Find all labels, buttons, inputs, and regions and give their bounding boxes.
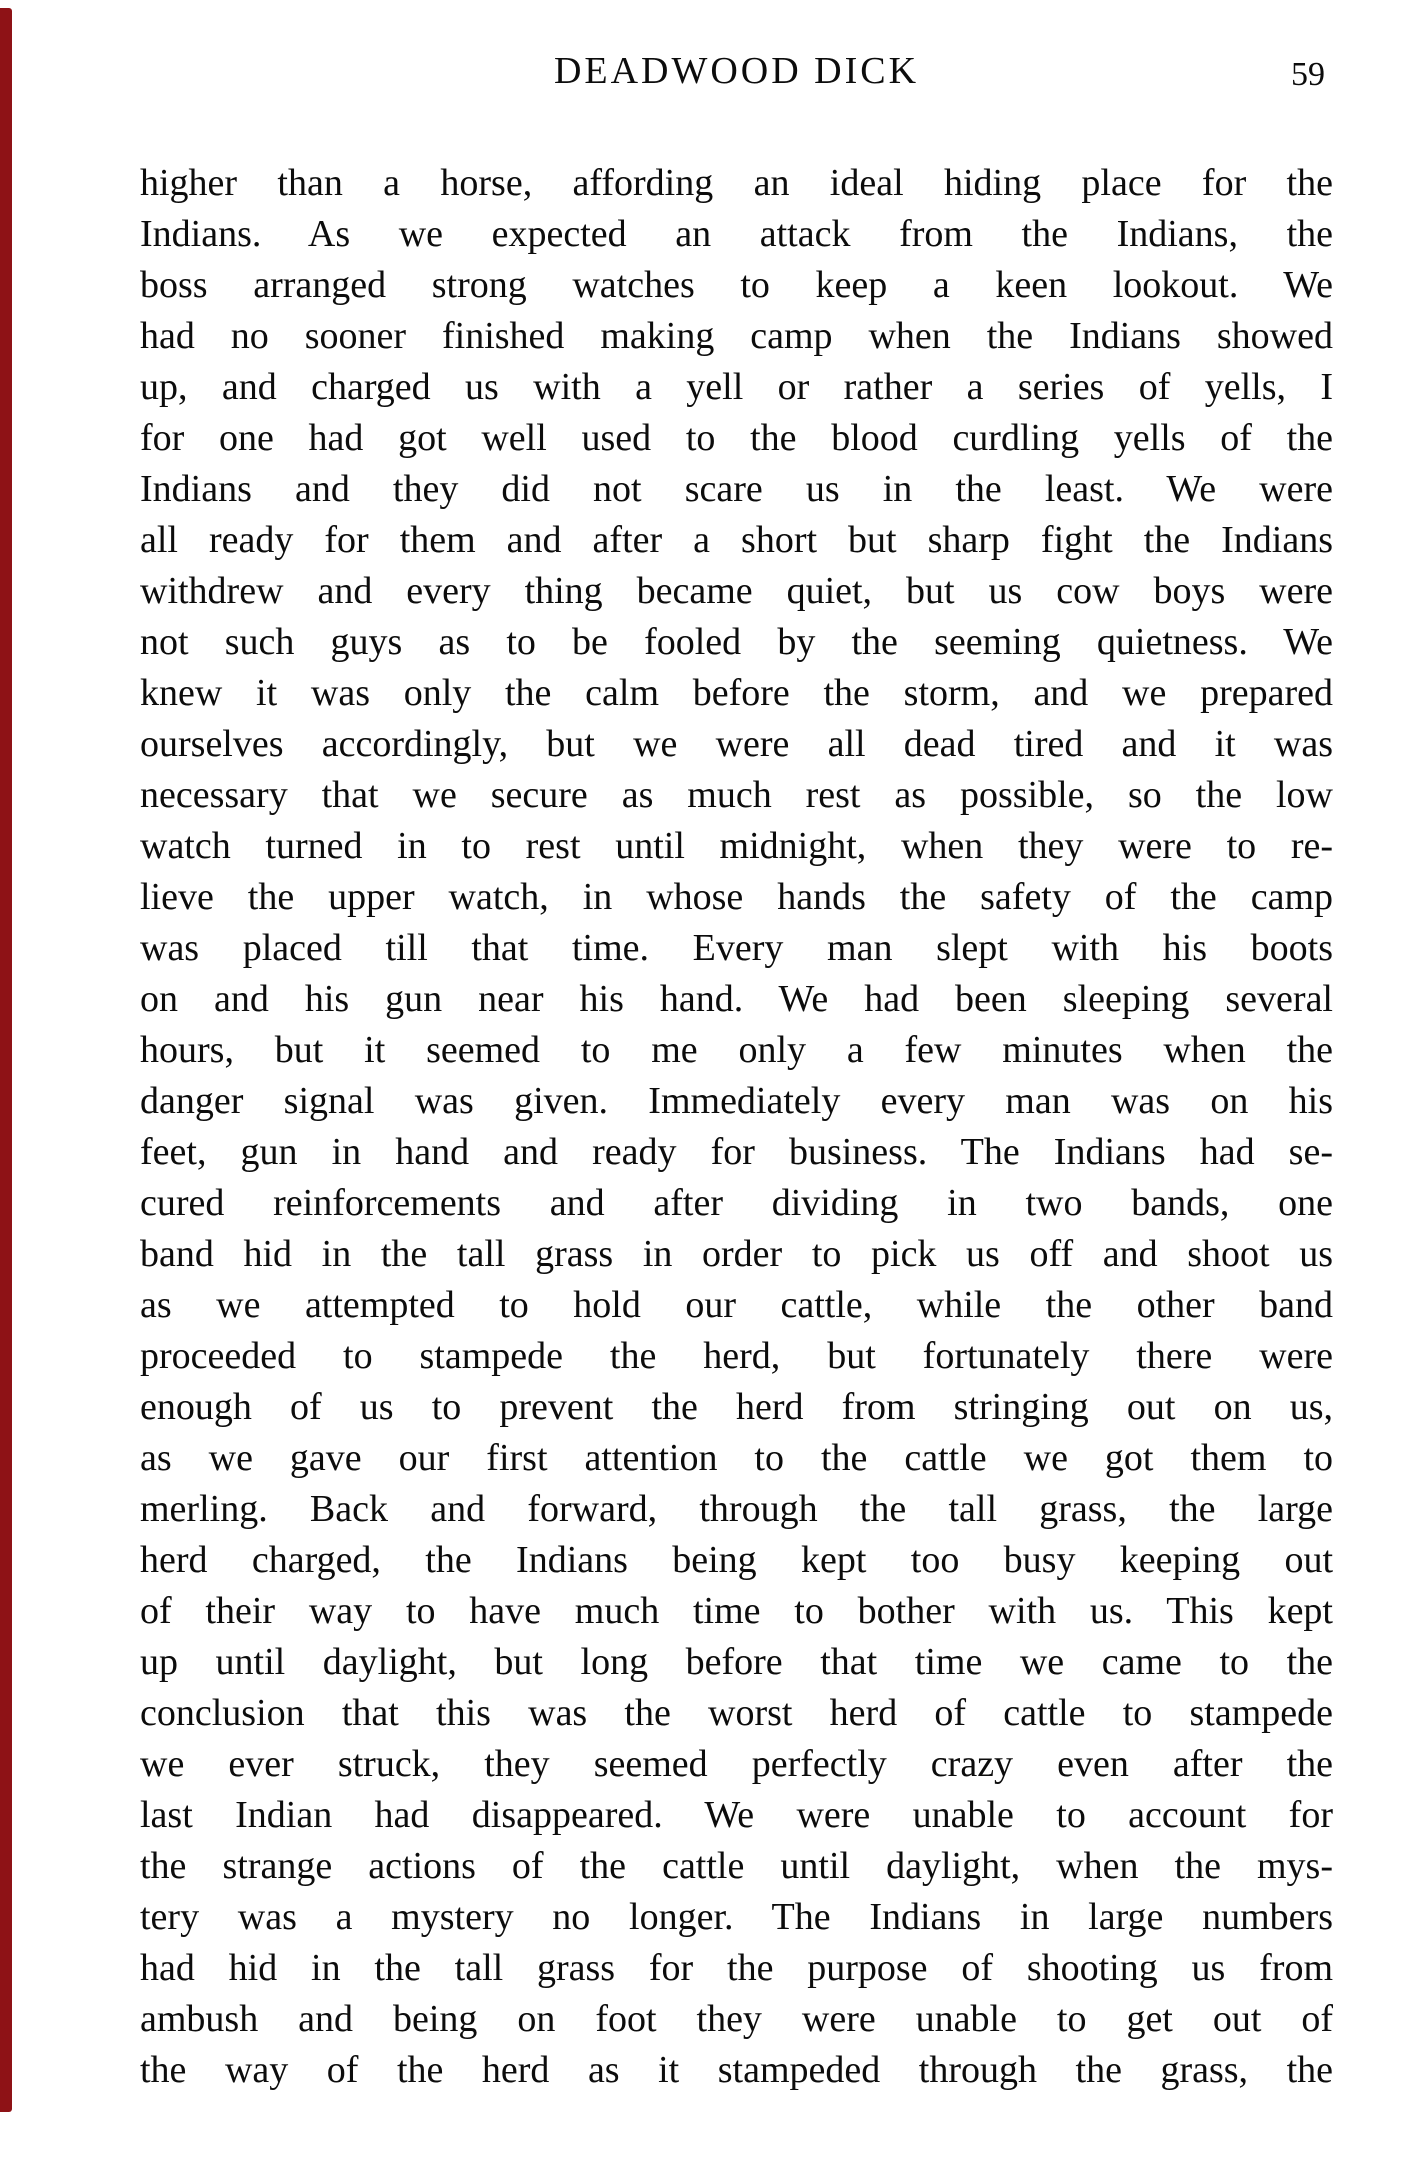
text-line: as we attempted to hold our cattle, while the other band (140, 1284, 1333, 1326)
text-line: not such guys as to be fooled by the seeming quietness. We (140, 621, 1333, 663)
text-line: necessary that we secure as much rest as possible, so the low (140, 774, 1333, 816)
text-line: on and his gun near his hand. We had been sleeping several (140, 978, 1333, 1020)
text-line: the way of the herd as it stampeded through the grass, the (140, 2049, 1333, 2091)
text-line: of their way to have much time to bother with us. This kept (140, 1590, 1333, 1632)
text-line: as we gave our first attention to the cattle we got them to (140, 1437, 1333, 1479)
text-line: up until daylight, but long before that time we came to the (140, 1641, 1333, 1683)
page-number: 59 (1291, 56, 1325, 93)
text-line: feet, gun in hand and ready for business. The Indians had se- (140, 1131, 1333, 1173)
text-line: up, and charged us with a yell or rather a series of yells, I (140, 366, 1333, 408)
text-line: was placed till that time. Every man slept with his boots (140, 927, 1333, 969)
text-line: withdrew and every thing became quiet, but us cow boys were (140, 570, 1333, 612)
running-title: DEADWOOD DICK (553, 50, 920, 92)
text-line: band hid in the tall grass in order to pick us off and shoot us (140, 1233, 1333, 1275)
text-line: enough of us to prevent the herd from stringing out on us, (140, 1386, 1333, 1428)
text-line: watch turned in to rest until midnight, when they were to re- (140, 825, 1333, 867)
text-line: Indians and they did not scare us in the least. We were (140, 468, 1333, 510)
text-line: boss arranged strong watches to keep a keen lookout. We (140, 264, 1333, 306)
text-line: danger signal was given. Immediately every man was on his (140, 1080, 1333, 1122)
text-line: last Indian had disappeared. We were unable to account for (140, 1794, 1333, 1836)
text-line: for one had got well used to the blood curdling yells of the (140, 417, 1333, 459)
text-line: conclusion that this was the worst herd of cattle to stampede (140, 1692, 1333, 1734)
text-line: proceeded to stampede the herd, but fortunately there were (140, 1335, 1333, 1377)
text-line: herd charged, the Indians being kept too busy keeping out (140, 1539, 1333, 1581)
text-line: tery was a mystery no longer. The Indians in large numbers (140, 1896, 1333, 1938)
text-line: knew it was only the calm before the storm, and we prepared (140, 672, 1333, 714)
page-header (140, 48, 1333, 94)
body-text (140, 158, 1333, 2096)
text-line: ourselves accordingly, but we were all dead tired and it was (140, 723, 1333, 765)
text-line: cured reinforcements and after dividing in two bands, one (140, 1182, 1333, 1224)
text-line: we ever struck, they seemed perfectly crazy even after the (140, 1743, 1333, 1785)
page-edge-stripe (0, 8, 12, 2112)
text-line: Indians. As we expected an attack from the Indians, the (140, 213, 1333, 255)
text-line: hours, but it seemed to me only a few minutes when the (140, 1029, 1333, 1071)
text-line: ambush and being on foot they were unable to get out of (140, 1998, 1333, 2040)
text-line: all ready for them and after a short but sharp fight the Indians (140, 519, 1333, 561)
text-line: had no sooner finished making camp when the Indians showed (140, 315, 1333, 357)
text-line: had hid in the tall grass for the purpose of shooting us from (140, 1947, 1333, 1989)
text-line: lieve the upper watch, in whose hands the safety of the camp (140, 876, 1333, 918)
text-line: higher than a horse, affording an ideal hiding place for the (140, 162, 1333, 204)
text-line: the strange actions of the cattle until daylight, when the mys- (140, 1845, 1333, 1887)
text-line: merling. Back and forward, through the tall grass, the large (140, 1488, 1333, 1530)
